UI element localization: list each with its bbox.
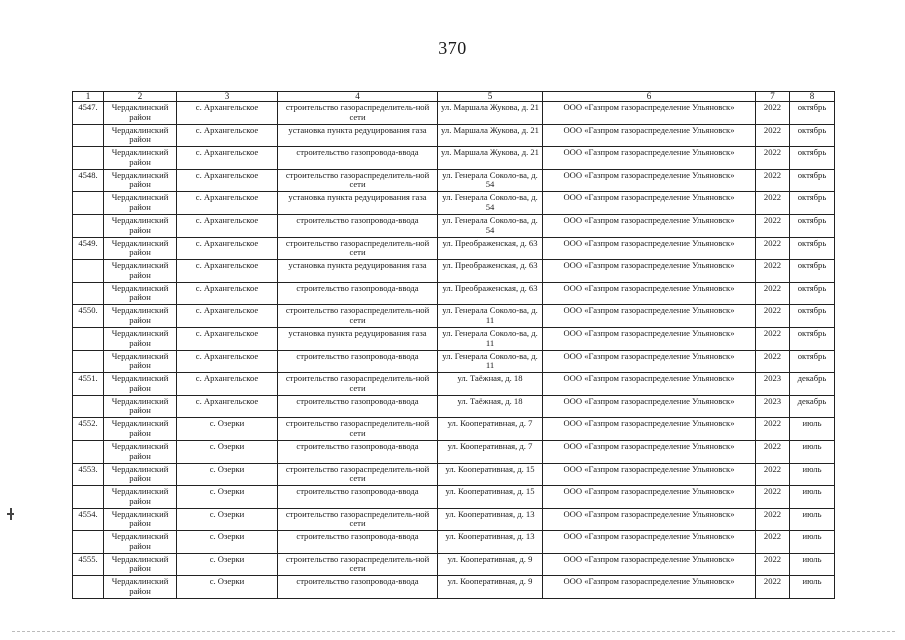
col-header-4: 4 — [278, 92, 438, 102]
month-cell: октябрь — [790, 169, 835, 192]
address-cell: ул. Таёжная, д. 18 — [438, 395, 543, 418]
table-row — [73, 350, 835, 373]
district-cell: Чердаклинский район — [104, 214, 177, 237]
address-cell: ул. Генерала Соколо-ва, д. 54 — [438, 214, 543, 237]
year-cell: 2022 — [756, 486, 790, 509]
table-row — [73, 486, 835, 509]
col-header-6: 6 — [543, 92, 756, 102]
organization-cell: ООО «Газпром газораспределение Ульяновск» — [543, 350, 756, 373]
table-row — [73, 508, 835, 531]
village-cell: с. Озерки — [177, 463, 278, 486]
village-cell: с. Архангельское — [177, 147, 278, 170]
row-number — [73, 327, 104, 350]
work-type-cell: строительство газораспределитель-ной сети — [278, 102, 438, 125]
work-type-cell: установка пункта редуцирования газа — [278, 260, 438, 283]
year-cell: 2022 — [756, 169, 790, 192]
row-number: 4551. — [73, 373, 104, 396]
month-cell: октябрь — [790, 214, 835, 237]
village-cell: с. Озерки — [177, 418, 278, 441]
row-number: 4548. — [73, 169, 104, 192]
table-row — [73, 147, 835, 170]
work-type-cell: установка пункта редуцирования газа — [278, 192, 438, 215]
village-cell: с. Озерки — [177, 508, 278, 531]
district-cell: Чердаклинский район — [104, 553, 177, 576]
village-cell: с. Архангельское — [177, 395, 278, 418]
district-cell: Чердаклинский район — [104, 440, 177, 463]
district-cell: Чердаклинский район — [104, 576, 177, 599]
address-cell: ул. Кооперативная, д. 9 — [438, 553, 543, 576]
month-cell: июль — [790, 463, 835, 486]
address-cell: ул. Кооперативная, д. 15 — [438, 463, 543, 486]
district-cell: Чердаклинский район — [104, 418, 177, 441]
month-cell: июль — [790, 440, 835, 463]
village-cell: с. Архангельское — [177, 124, 278, 147]
col-header-5: 5 — [438, 92, 543, 102]
work-type-cell: установка пункта редуцирования газа — [278, 327, 438, 350]
work-type-cell: строительство газопровода-ввода — [278, 282, 438, 305]
village-cell: с. Архангельское — [177, 102, 278, 125]
organization-cell: ООО «Газпром газораспределение Ульяновск» — [543, 531, 756, 554]
month-cell: октябрь — [790, 327, 835, 350]
organization-cell: ООО «Газпром газораспределение Ульяновск» — [543, 418, 756, 441]
address-cell: ул. Преображенская, д. 63 — [438, 237, 543, 260]
address-cell: ул. Кооперативная, д. 13 — [438, 531, 543, 554]
table-row — [73, 192, 835, 215]
address-cell: ул. Генерала Соколо-ва, д. 11 — [438, 350, 543, 373]
row-number — [73, 147, 104, 170]
row-number — [73, 576, 104, 599]
row-number — [73, 440, 104, 463]
address-cell: ул. Генерала Соколо-ва, д. 11 — [438, 327, 543, 350]
village-cell: с. Озерки — [177, 486, 278, 509]
col-header-8: 8 — [790, 92, 835, 102]
table-row — [73, 440, 835, 463]
row-number — [73, 260, 104, 283]
year-cell: 2022 — [756, 124, 790, 147]
table-row — [73, 214, 835, 237]
scan-mark — [10, 508, 12, 520]
month-cell: июль — [790, 508, 835, 531]
work-type-cell: строительство газопровода-ввода — [278, 147, 438, 170]
work-type-cell: строительство газораспределитель-ной сети — [278, 169, 438, 192]
work-type-cell: строительство газораспределитель-ной сети — [278, 418, 438, 441]
year-cell: 2022 — [756, 350, 790, 373]
work-type-cell: строительство газораспределитель-ной сети — [278, 305, 438, 328]
district-cell: Чердаклинский район — [104, 102, 177, 125]
col-header-2: 2 — [104, 92, 177, 102]
work-type-cell: строительство газопровода-ввода — [278, 350, 438, 373]
village-cell: с. Озерки — [177, 553, 278, 576]
month-cell: декабрь — [790, 373, 835, 396]
row-number — [73, 282, 104, 305]
organization-cell: ООО «Газпром газораспределение Ульяновск» — [543, 102, 756, 125]
address-cell: ул. Преображенская, д. 63 — [438, 260, 543, 283]
row-number: 4554. — [73, 508, 104, 531]
year-cell: 2022 — [756, 214, 790, 237]
address-cell: ул. Кооперативная, д. 9 — [438, 576, 543, 599]
year-cell: 2023 — [756, 395, 790, 418]
village-cell: с. Архангельское — [177, 260, 278, 283]
year-cell: 2022 — [756, 463, 790, 486]
organization-cell: ООО «Газпром газораспределение Ульяновск» — [543, 124, 756, 147]
work-type-cell: строительство газораспределитель-ной сети — [278, 553, 438, 576]
year-cell: 2022 — [756, 237, 790, 260]
work-type-cell: строительство газопровода-ввода — [278, 395, 438, 418]
organization-cell: ООО «Газпром газораспределение Ульяновск» — [543, 440, 756, 463]
year-cell: 2022 — [756, 418, 790, 441]
district-cell: Чердаклинский район — [104, 260, 177, 283]
row-number — [73, 192, 104, 215]
district-cell: Чердаклинский район — [104, 508, 177, 531]
table-row — [73, 553, 835, 576]
table-row — [73, 305, 835, 328]
address-cell: ул. Генерала Соколо-ва, д. 54 — [438, 169, 543, 192]
row-number — [73, 395, 104, 418]
village-cell: с. Архангельское — [177, 373, 278, 396]
year-cell: 2022 — [756, 553, 790, 576]
month-cell: октябрь — [790, 124, 835, 147]
row-number — [73, 531, 104, 554]
year-cell: 2022 — [756, 327, 790, 350]
month-cell: июль — [790, 486, 835, 509]
organization-cell: ООО «Газпром газораспределение Ульяновск» — [543, 260, 756, 283]
district-cell: Чердаклинский район — [104, 350, 177, 373]
village-cell: с. Архангельское — [177, 169, 278, 192]
organization-cell: ООО «Газпром газораспределение Ульяновск» — [543, 576, 756, 599]
village-cell: с. Архангельское — [177, 350, 278, 373]
village-cell: с. Архангельское — [177, 282, 278, 305]
month-cell: октябрь — [790, 282, 835, 305]
row-number — [73, 124, 104, 147]
district-cell: Чердаклинский район — [104, 192, 177, 215]
district-cell: Чердаклинский район — [104, 282, 177, 305]
district-cell: Чердаклинский район — [104, 373, 177, 396]
address-cell: ул. Маршала Жукова, д. 21 — [438, 147, 543, 170]
year-cell: 2022 — [756, 192, 790, 215]
village-cell: с. Архангельское — [177, 214, 278, 237]
work-type-cell: строительство газопровода-ввода — [278, 531, 438, 554]
year-cell: 2022 — [756, 260, 790, 283]
table-row — [73, 169, 835, 192]
organization-cell: ООО «Газпром газораспределение Ульяновск» — [543, 508, 756, 531]
row-number: 4553. — [73, 463, 104, 486]
col-header-7: 7 — [756, 92, 790, 102]
address-cell: ул. Кооперативная, д. 7 — [438, 440, 543, 463]
address-cell: ул. Маршала Жукова, д. 21 — [438, 124, 543, 147]
year-cell: 2022 — [756, 576, 790, 599]
work-type-cell: строительство газопровода-ввода — [278, 576, 438, 599]
row-number: 4555. — [73, 553, 104, 576]
address-cell: ул. Кооперативная, д. 7 — [438, 418, 543, 441]
district-cell: Чердаклинский район — [104, 169, 177, 192]
address-cell: ул. Кооперативная, д. 15 — [438, 486, 543, 509]
table-row — [73, 237, 835, 260]
village-cell: с. Архангельское — [177, 327, 278, 350]
table-row — [73, 102, 835, 125]
village-cell: с. Озерки — [177, 531, 278, 554]
year-cell: 2022 — [756, 440, 790, 463]
month-cell: октябрь — [790, 192, 835, 215]
organization-cell: ООО «Газпром газораспределение Ульяновск» — [543, 305, 756, 328]
work-type-cell: строительство газораспределитель-ной сети — [278, 237, 438, 260]
village-cell: с. Архангельское — [177, 305, 278, 328]
table-row — [73, 463, 835, 486]
row-number — [73, 486, 104, 509]
table-row — [73, 373, 835, 396]
district-cell: Чердаклинский район — [104, 531, 177, 554]
address-cell: ул. Генерала Соколо-ва, д. 11 — [438, 305, 543, 328]
table-row — [73, 282, 835, 305]
table-row — [73, 418, 835, 441]
month-cell: октябрь — [790, 305, 835, 328]
work-type-cell: строительство газопровода-ввода — [278, 440, 438, 463]
month-cell: октябрь — [790, 102, 835, 125]
address-cell: ул. Кооперативная, д. 13 — [438, 508, 543, 531]
work-type-cell: строительство газопровода-ввода — [278, 214, 438, 237]
month-cell: июль — [790, 553, 835, 576]
page-number: 370 — [438, 38, 467, 58]
district-cell: Чердаклинский район — [104, 486, 177, 509]
district-cell: Чердаклинский район — [104, 124, 177, 147]
table-row — [73, 395, 835, 418]
row-number: 4550. — [73, 305, 104, 328]
year-cell: 2022 — [756, 102, 790, 125]
district-cell: Чердаклинский район — [104, 237, 177, 260]
page-edge — [12, 631, 895, 632]
table-row — [73, 260, 835, 283]
address-cell: ул. Таёжная, д. 18 — [438, 373, 543, 396]
address-cell: ул. Генерала Соколо-ва, д. 54 — [438, 192, 543, 215]
organization-cell: ООО «Газпром газораспределение Ульяновск» — [543, 169, 756, 192]
month-cell: октябрь — [790, 147, 835, 170]
address-cell: ул. Маршала Жукова, д. 21 — [438, 102, 543, 125]
month-cell: октябрь — [790, 260, 835, 283]
village-cell: с. Архангельское — [177, 237, 278, 260]
table-body — [73, 102, 835, 599]
gas-works-table — [72, 91, 835, 599]
year-cell: 2022 — [756, 531, 790, 554]
district-cell: Чердаклинский район — [104, 463, 177, 486]
district-cell: Чердаклинский район — [104, 395, 177, 418]
month-cell: июль — [790, 576, 835, 599]
month-cell: декабрь — [790, 395, 835, 418]
row-number: 4549. — [73, 237, 104, 260]
organization-cell: ООО «Газпром газораспределение Ульяновск» — [543, 147, 756, 170]
organization-cell: ООО «Газпром газораспределение Ульяновск» — [543, 282, 756, 305]
year-cell: 2022 — [756, 282, 790, 305]
district-cell: Чердаклинский район — [104, 305, 177, 328]
organization-cell: ООО «Газпром газораспределение Ульяновск» — [543, 486, 756, 509]
organization-cell: ООО «Газпром газораспределение Ульяновск» — [543, 373, 756, 396]
address-cell: ул. Преображенская, д. 63 — [438, 282, 543, 305]
row-number — [73, 214, 104, 237]
organization-cell: ООО «Газпром газораспределение Ульяновск» — [543, 395, 756, 418]
work-type-cell: установка пункта редуцирования газа — [278, 124, 438, 147]
row-number: 4552. — [73, 418, 104, 441]
organization-cell: ООО «Газпром газораспределение Ульяновск» — [543, 237, 756, 260]
month-cell: октябрь — [790, 237, 835, 260]
village-cell: с. Архангельское — [177, 192, 278, 215]
table-row — [73, 576, 835, 599]
work-type-cell: строительство газопровода-ввода — [278, 486, 438, 509]
year-cell: 2023 — [756, 373, 790, 396]
table-row — [73, 531, 835, 554]
district-cell: Чердаклинский район — [104, 327, 177, 350]
col-header-1: 1 — [73, 92, 104, 102]
organization-cell: ООО «Газпром газораспределение Ульяновск» — [543, 463, 756, 486]
village-cell: с. Озерки — [177, 576, 278, 599]
organization-cell: ООО «Газпром газораспределение Ульяновск» — [543, 327, 756, 350]
organization-cell: ООО «Газпром газораспределение Ульяновск» — [543, 553, 756, 576]
work-type-cell: строительство газораспределитель-ной сети — [278, 373, 438, 396]
month-cell: июль — [790, 531, 835, 554]
month-cell: июль — [790, 418, 835, 441]
work-type-cell: строительство газораспределитель-ной сети — [278, 463, 438, 486]
header-row — [73, 92, 835, 102]
organization-cell: ООО «Газпром газораспределение Ульяновск» — [543, 192, 756, 215]
month-cell: октябрь — [790, 350, 835, 373]
year-cell: 2022 — [756, 147, 790, 170]
district-cell: Чердаклинский район — [104, 147, 177, 170]
table-row — [73, 327, 835, 350]
row-number: 4547. — [73, 102, 104, 125]
village-cell: с. Озерки — [177, 440, 278, 463]
row-number — [73, 350, 104, 373]
organization-cell: ООО «Газпром газораспределение Ульяновск» — [543, 214, 756, 237]
year-cell: 2022 — [756, 508, 790, 531]
col-header-3: 3 — [177, 92, 278, 102]
work-type-cell: строительство газораспределитель-ной сети — [278, 508, 438, 531]
year-cell: 2022 — [756, 305, 790, 328]
table-row — [73, 124, 835, 147]
